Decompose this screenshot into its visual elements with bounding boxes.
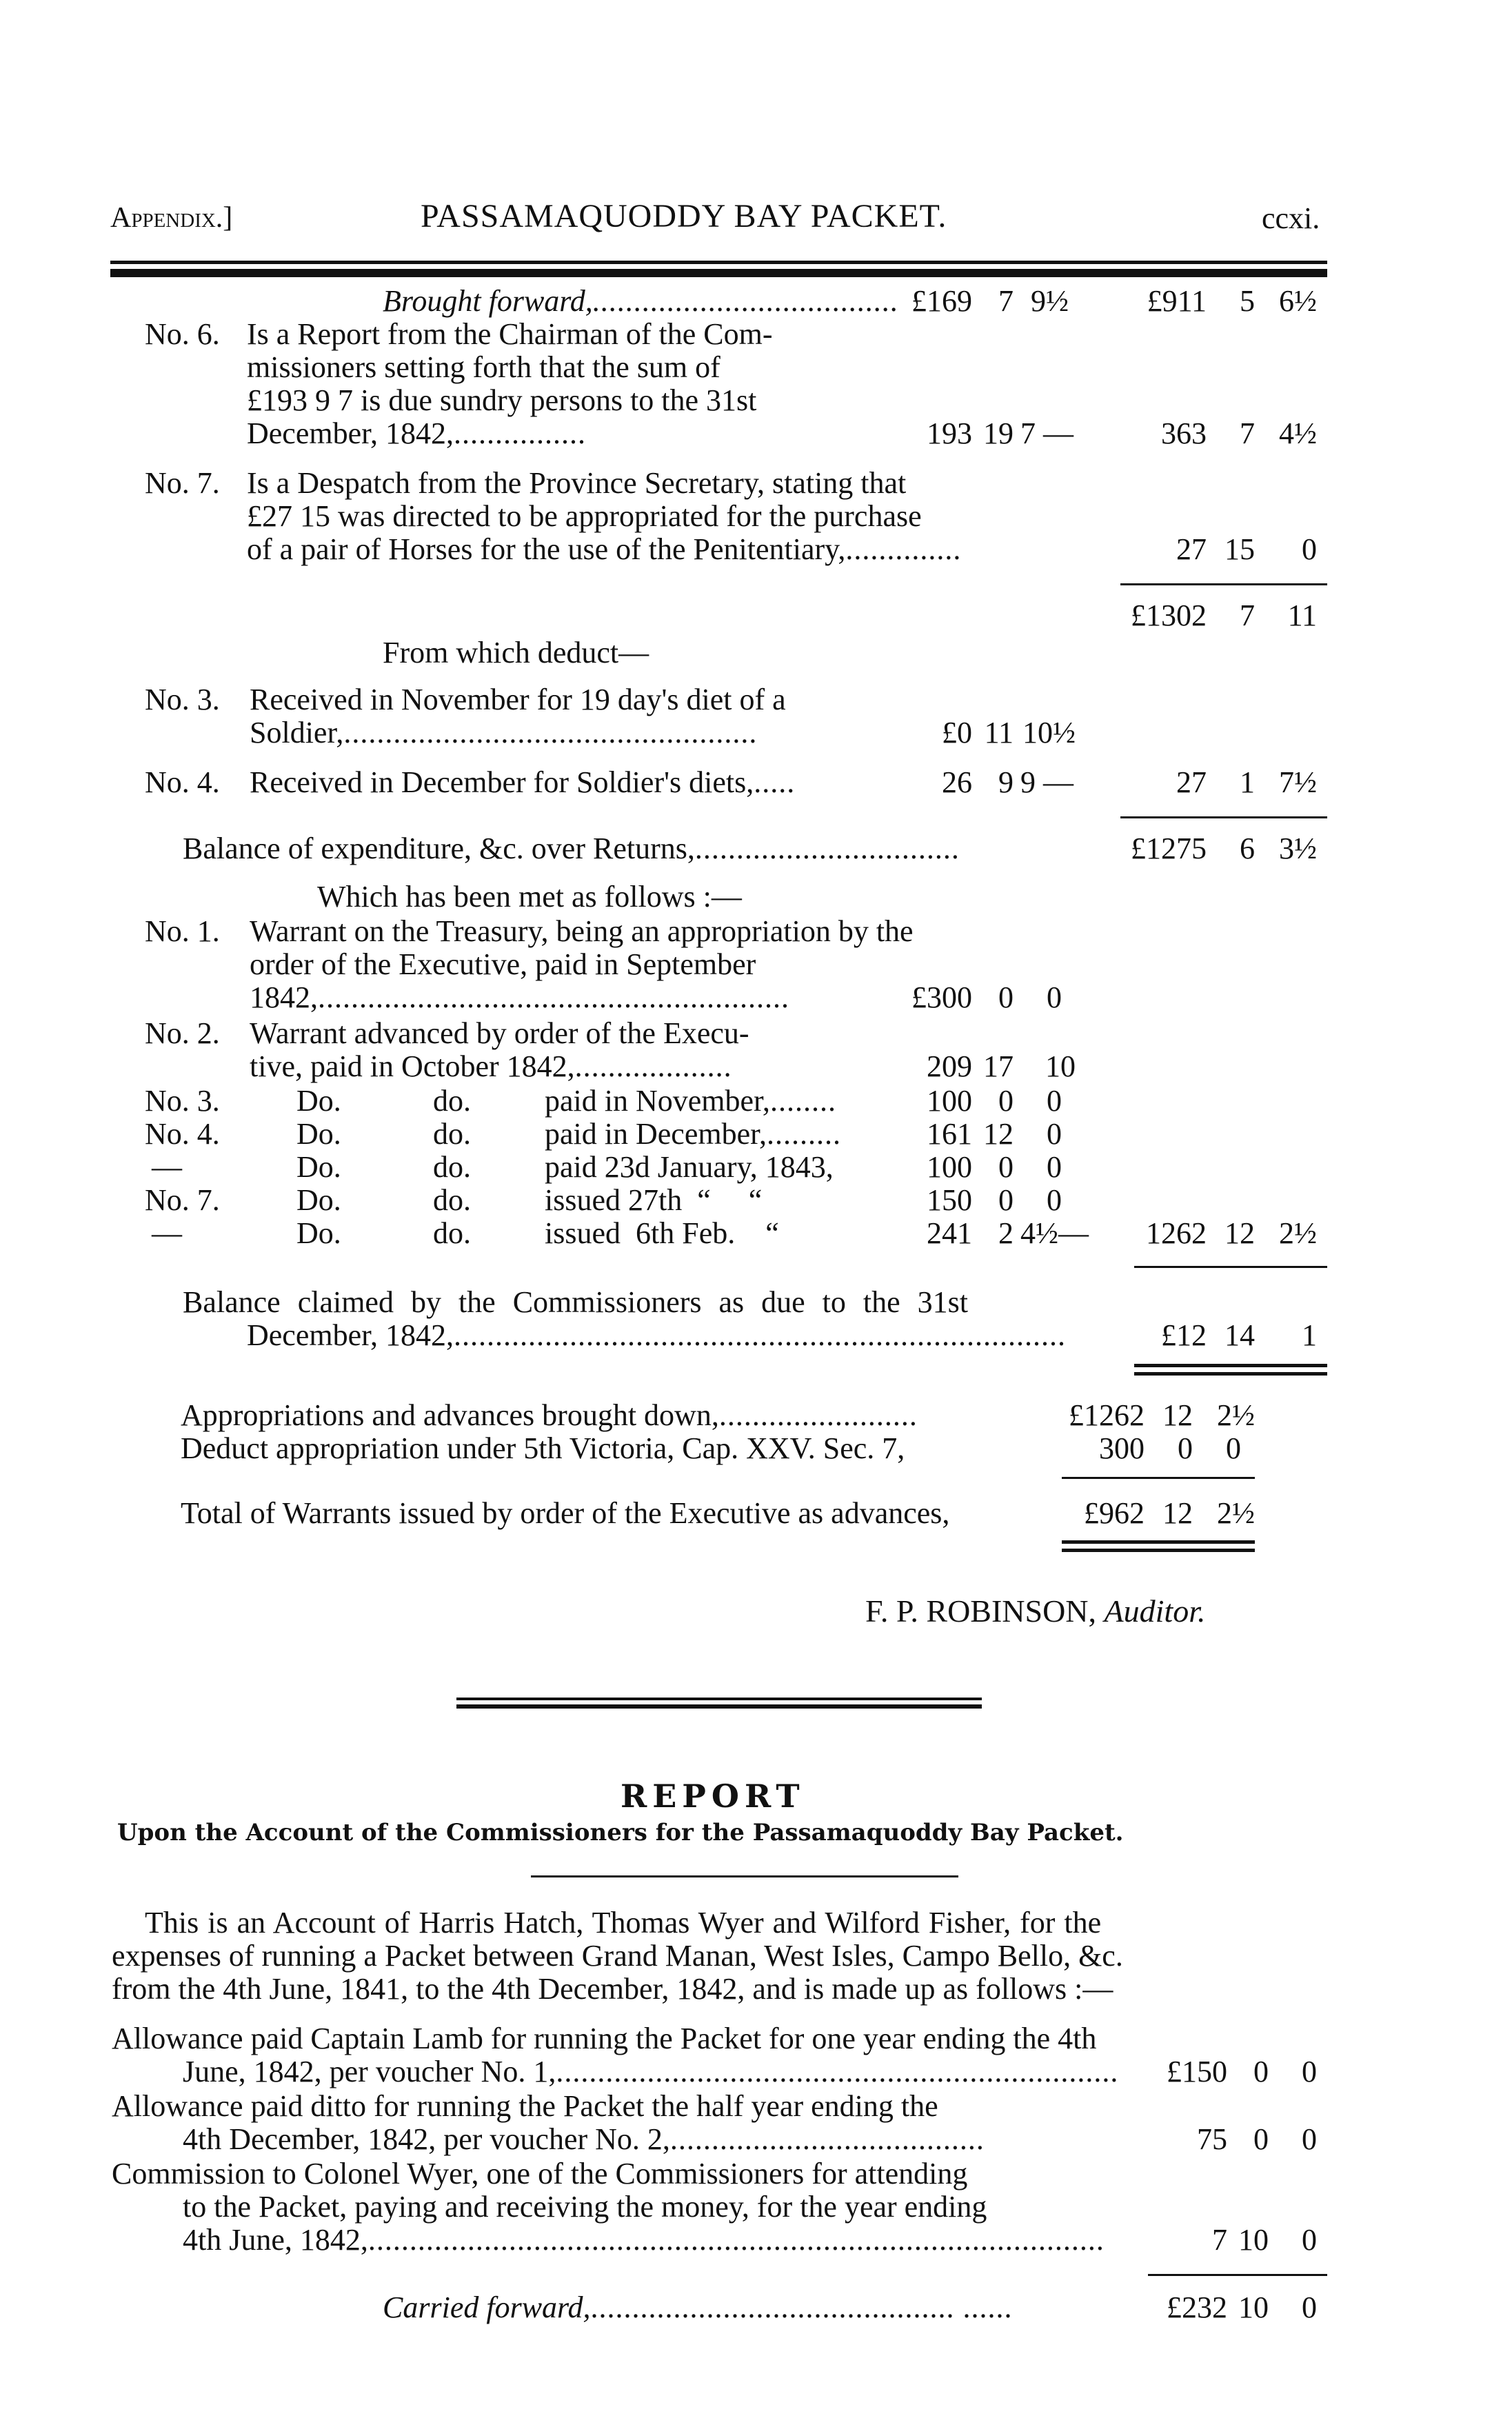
amount: 0 [1302, 2055, 1317, 2088]
item-text: Received in November for 19 day's diet of a [250, 683, 786, 716]
ditto: do. [433, 1216, 471, 1250]
report-title: REPORT [621, 1778, 805, 1815]
item-text: Allowance paid ditto for running the Packet the half year ending the [112, 2089, 938, 2123]
intro-text: This is an Account of Harris Hatch, Thomas Wyer and Wilford Fisher, for the [145, 1906, 1102, 1940]
amount: 2½ [1217, 1398, 1255, 1432]
amount: 0 [1178, 1431, 1193, 1465]
amount: £150 [1167, 2055, 1227, 2088]
amount: 0 [1302, 2290, 1317, 2324]
met-heading: Which has been met as follows :— [317, 880, 742, 914]
item-text: 1842,......................................................... [250, 980, 789, 1014]
amount: 363 [1161, 416, 1207, 450]
sum-rule [1120, 816, 1327, 818]
amount: 0 [1302, 2122, 1317, 2156]
item-text: tive, paid in October 1842,................... [250, 1049, 732, 1083]
amount: 6 [1240, 832, 1255, 865]
amount: 27 [1176, 532, 1207, 566]
amount: 1262 [1146, 1216, 1207, 1250]
ditto: Do. [296, 1216, 341, 1250]
item-text: issued 6th Feb. “ [545, 1216, 779, 1250]
item-number: No. 7. [145, 1183, 220, 1217]
ditto: do. [433, 1150, 471, 1184]
double-rule [1134, 1364, 1327, 1367]
amount: 7 [1240, 598, 1255, 632]
item-number: No. 2. [145, 1016, 220, 1050]
item-number: No. 6. [145, 317, 220, 351]
amount: £12 [1161, 1318, 1207, 1352]
item-number: — [152, 1216, 182, 1250]
amount: 209 [927, 1049, 972, 1083]
sum-rule [1134, 1266, 1327, 1268]
amount: 12 [983, 1117, 1014, 1151]
item-text: paid in December,......... [545, 1117, 841, 1151]
item-text: Is a Report from the Chairman of the Com- [247, 317, 773, 351]
amount: 0 [998, 1084, 1014, 1118]
running-head-left: Appendix.] [110, 202, 233, 234]
intro-text: expenses of running a Packet between Grand Manan, West Isles, Campo Bello, &c. [112, 1939, 1123, 1973]
amount: 0 [1047, 1084, 1062, 1118]
ditto: do. [433, 1183, 471, 1217]
amount: 0 [1047, 1183, 1062, 1217]
sum-rule [1120, 583, 1327, 585]
brought-forward-label: Brought forward,..................................... [383, 284, 899, 318]
amount: 0 [998, 1150, 1014, 1184]
amount: 0 [1302, 532, 1317, 566]
ditto: Do. [296, 1084, 341, 1118]
item-text: paid in November,........ [545, 1084, 836, 1118]
amount: 7 [998, 284, 1014, 318]
item-text: order of the Executive, paid in September [250, 947, 756, 981]
amount: 9 — [1020, 765, 1073, 799]
amount: £1302 [1131, 598, 1207, 632]
amount: 7 [1212, 2223, 1227, 2257]
amount: 0 [1226, 1431, 1241, 1465]
amount: 12 [1162, 1496, 1193, 1530]
amount: £300 [911, 980, 972, 1014]
amount: 17 [983, 1049, 1014, 1083]
item-text: June, 1842, per voucher No. 1,.................................................................... [183, 2055, 1119, 2088]
amount: 27 [1176, 765, 1207, 799]
amount: £911 [1147, 284, 1207, 318]
item-number: — [152, 1150, 182, 1184]
amount: 11 [984, 716, 1014, 749]
amount: 0 [998, 980, 1014, 1014]
amount: 7 — [1020, 416, 1073, 450]
amount: 3½ [1279, 832, 1317, 865]
amount: 12 [1162, 1398, 1193, 1432]
amount: 10 [1238, 2290, 1269, 2324]
page-number: ccxi. [1262, 201, 1320, 235]
deduct-heading: From which deduct— [383, 636, 649, 669]
amount: 12 [1224, 1216, 1255, 1250]
amount: 161 [927, 1117, 972, 1151]
amount: 7½ [1279, 765, 1317, 799]
amount: 0 [1047, 1150, 1062, 1184]
item-text: £27 15 was directed to be appropriated for the purchase [247, 499, 922, 533]
item-text: issued 27th “ “ [545, 1183, 763, 1217]
sum-rule [1062, 1477, 1255, 1479]
amount: 14 [1224, 1318, 1255, 1352]
ditto: do. [433, 1084, 471, 1118]
amount: 10 [1045, 1049, 1076, 1083]
amount: 100 [927, 1150, 972, 1184]
double-rule [1134, 1372, 1327, 1376]
item-text: Soldier,.................................................. [250, 716, 758, 749]
amount: 26 [942, 765, 972, 799]
item-text: Allowance paid Captain Lamb for running the Packet for one year ending the 4th [112, 2022, 1097, 2055]
section-separator [456, 1704, 982, 1709]
item-text: of a pair of Horses for the use of the Penitentiary,.............. [247, 532, 962, 566]
subtitle-rule [531, 1875, 958, 1877]
ditto: Do. [296, 1150, 341, 1184]
double-rule [1062, 1540, 1255, 1544]
item-text: Commission to Colonel Wyer, one of the Commissioners for attending [112, 2157, 968, 2191]
ditto: Do. [296, 1183, 341, 1217]
amount: 10 [1238, 2223, 1269, 2257]
amount: 0 [1253, 2055, 1269, 2088]
intro-text: from the 4th June, 1841, to the 4th December, 1842, and is made up as follows :— [112, 1972, 1113, 2006]
claimed-text: December, 1842,.......................................................................... [247, 1318, 1067, 1352]
item-text: £193 9 7 is due sundry persons to the 31st [247, 383, 757, 417]
amount: 1 [1302, 1318, 1317, 1352]
item-number: No. 4. [145, 1117, 220, 1151]
amount: 75 [1197, 2122, 1227, 2156]
page-title: PASSAMAQUODDY BAY PACKET. [421, 198, 947, 234]
ditto: Do. [296, 1117, 341, 1151]
double-rule [1062, 1549, 1255, 1552]
amount: £1262 [1069, 1398, 1145, 1432]
auditor-signature: F. P. ROBINSON, Auditor. [865, 1593, 1206, 1629]
amount: 9½ [1031, 284, 1069, 318]
balance-label: Balance of expenditure, &c. over Returns,................................ [183, 832, 960, 865]
amount: 11 [1287, 598, 1317, 632]
amount: 2 [998, 1216, 1014, 1250]
section-separator [456, 1698, 982, 1700]
amount: 15 [1224, 532, 1255, 566]
amount: 150 [927, 1183, 972, 1217]
amount: 5 [1240, 284, 1255, 318]
amount: £1275 [1131, 832, 1207, 865]
amount: 4½ [1279, 416, 1317, 450]
item-number: No. 7. [145, 466, 220, 500]
amount: £232 [1167, 2290, 1227, 2324]
amount: 241 [927, 1216, 972, 1250]
item-text: 4th December, 1842, per voucher No. 2,...................................... [183, 2122, 985, 2156]
item-text: Warrant on the Treasury, being an appropriation by the [250, 914, 914, 948]
amount: £169 [911, 284, 972, 318]
item-text: Received in December for Soldier's diets,..... [250, 765, 796, 799]
item-number: No. 1. [145, 914, 220, 948]
amount: 10½ [1022, 716, 1076, 749]
amount: 0 [998, 1183, 1014, 1217]
amount: £962 [1084, 1496, 1145, 1530]
item-number: No. 3. [145, 683, 220, 716]
amount: 100 [927, 1084, 972, 1118]
amount: 19 [983, 416, 1014, 450]
total-warrants-label: Total of Warrants issued by order of the Executive as advances, [181, 1496, 950, 1530]
amount: 9 [998, 765, 1014, 799]
report-subtitle: Upon the Account of the Commissioners for the Passamaquoddy Bay Packet. [117, 1819, 1124, 1846]
header-rule-thick [110, 269, 1327, 277]
amount: £0 [942, 716, 972, 749]
approp-text: Appropriations and advances brought down,........................ [181, 1398, 918, 1432]
item-text: missioners setting forth that the sum of [247, 350, 720, 384]
item-text: Warrant advanced by order of the Execu- [250, 1016, 749, 1050]
amount: 300 [1099, 1431, 1145, 1465]
amount: 193 [927, 416, 972, 450]
item-number: No. 3. [145, 1084, 220, 1118]
amount: 7 [1240, 416, 1255, 450]
item-text: Is a Despatch from the Province Secretary, stating that [247, 466, 907, 500]
header-rule [110, 261, 1327, 264]
amount: 0 [1047, 980, 1062, 1014]
claimed-text: Balance claimed by the Commissioners as due to the 31st [183, 1285, 969, 1319]
carried-forward-label: Carried forward,............................................ ...... [383, 2290, 1013, 2324]
amount: 2½ [1217, 1496, 1255, 1530]
amount: 0 [1253, 2122, 1269, 2156]
item-number: No. 4. [145, 765, 220, 799]
item-text: December, 1842,................ [247, 416, 587, 450]
amount: 0 [1047, 1117, 1062, 1151]
item-text: paid 23d January, 1843, [545, 1150, 834, 1184]
amount: 6½ [1279, 284, 1317, 318]
item-text: 4th June, 1842,......................................................................................... [183, 2223, 1105, 2257]
amount: 1 [1240, 765, 1255, 799]
amount: 2½ [1279, 1216, 1317, 1250]
sum-rule [1148, 2274, 1327, 2276]
approp-text: Deduct appropriation under 5th Victoria, Cap. XXV. Sec. 7, [181, 1431, 905, 1465]
ditto: do. [433, 1117, 471, 1151]
amount: 0 [1302, 2223, 1317, 2257]
item-text: to the Packet, paying and receiving the money, for the year ending [183, 2190, 987, 2224]
amount: 4½— [1020, 1216, 1089, 1250]
